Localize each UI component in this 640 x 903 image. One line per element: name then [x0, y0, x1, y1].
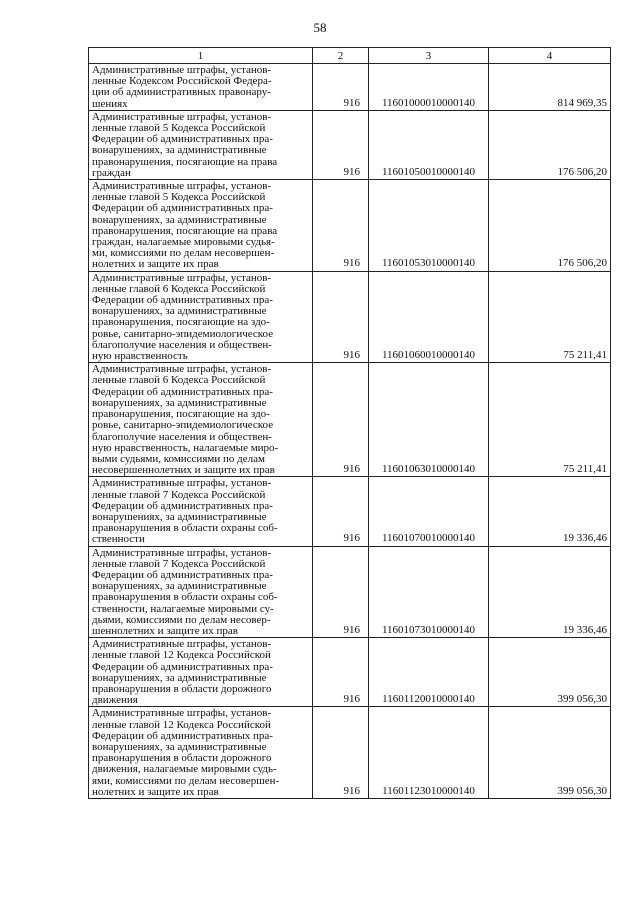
- description-line: Федерации об административных пра-: [92, 568, 273, 581]
- revenue-code: 11601120010000140: [369, 638, 489, 707]
- description-line: Административные штрафы, установ-: [92, 546, 272, 559]
- description-line: вонарушениях, за административные: [92, 305, 267, 318]
- description-line: Федерации об административных пра-: [92, 499, 273, 512]
- description-line: Административные штрафы, установ-: [92, 477, 272, 490]
- description-line: дьями, комиссиями по делам несовер-: [92, 613, 271, 626]
- description-line: ленные главой 7 Кодекса Российской: [92, 488, 266, 501]
- page-number: 58: [313, 20, 327, 35]
- description-line: Административные штрафы, установ-: [92, 110, 272, 123]
- description-line: Административные штрафы, установ-: [92, 180, 272, 193]
- description-line: благополучие населения и обществен-: [92, 338, 272, 351]
- amount-value: 176 506,20: [489, 180, 611, 272]
- description-line: Федерации об административных пра-: [92, 660, 273, 673]
- amount-value: 176 506,20: [489, 110, 611, 179]
- revenue-code: 11601063010000140: [369, 363, 489, 477]
- table-row: [89, 64, 611, 111]
- table-header-row: [89, 48, 611, 64]
- revenue-code: 11601070010000140: [369, 477, 489, 546]
- row-description: [89, 64, 313, 111]
- description-line: правонарушения в области дорожного: [92, 752, 272, 765]
- revenue-code: 11601000010000140: [369, 64, 489, 111]
- description-line: ную нравственность: [92, 350, 188, 363]
- description-line: Федерации об административных пра-: [92, 385, 273, 398]
- table-row: [89, 363, 611, 477]
- description-line: Федерации об административных пра-: [92, 202, 273, 215]
- chapter-code: 916: [313, 707, 369, 799]
- description-line: нолетних и защите их прав: [92, 785, 219, 798]
- chapter-code: 916: [313, 477, 369, 546]
- amount-value: 75 211,41: [489, 271, 611, 363]
- revenue-code: 11601050010000140: [369, 110, 489, 179]
- table-body: [89, 64, 611, 799]
- description-line: ную нравственность, налагаемые миро-: [92, 441, 279, 454]
- description-line: Административные штрафы, установ-: [92, 271, 272, 284]
- amount-value: 19 336,46: [489, 477, 611, 546]
- description-line: вонарушениях, за административные: [92, 213, 267, 226]
- table-row: [89, 110, 611, 179]
- description-line: ленные Кодексом Российской Федера-: [92, 75, 272, 88]
- description-line: правонарушения, посягающие на здо-: [92, 316, 270, 329]
- description-line: ственности, налагаемые мировыми су-: [92, 602, 274, 615]
- description-line: ленные главой 6 Кодекса Российской: [92, 374, 266, 387]
- description-line: правонарушения, посягающие на права: [92, 155, 278, 168]
- description-line: вонарушениях, за административные: [92, 510, 267, 523]
- description-line: Административные штрафы, установ-: [92, 64, 272, 76]
- table-row: [89, 180, 611, 272]
- column-header-2: 2: [313, 48, 369, 64]
- table-row: [89, 477, 611, 546]
- description-line: Административные штрафы, установ-: [92, 707, 272, 720]
- row-description: [89, 546, 313, 638]
- revenue-code: 11601073010000140: [369, 546, 489, 638]
- table-row: [89, 638, 611, 707]
- column-header-4: 4: [489, 48, 611, 64]
- row-description: [89, 180, 313, 272]
- row-description: [89, 707, 313, 799]
- table-row: [89, 546, 611, 638]
- description-line: вонарушениях, за административные: [92, 671, 267, 684]
- description-line: движения: [92, 694, 138, 707]
- chapter-code: 916: [313, 546, 369, 638]
- description-line: граждан: [92, 166, 131, 179]
- table-row: [89, 271, 611, 363]
- description-line: движения, налагаемые мировыми судь-: [92, 763, 277, 776]
- description-line: граждан, налагаемые мировыми судья-: [92, 236, 275, 249]
- description-line: ленные главой 5 Кодекса Российской: [92, 122, 266, 135]
- description-line: Административные штрафы, установ-: [92, 638, 272, 651]
- description-line: правонарушения, посягающие на здо-: [92, 408, 270, 421]
- amount-value: 399 056,30: [489, 638, 611, 707]
- description-line: Федерации об административных пра-: [92, 294, 273, 307]
- description-line: ленные главой 5 Кодекса Российской: [92, 191, 266, 204]
- description-line: Административные штрафы, установ-: [92, 363, 272, 376]
- description-line: правонарушения, посягающие на права: [92, 224, 278, 237]
- chapter-code: 916: [313, 110, 369, 179]
- description-line: ленные главой 12 Кодекса Российской: [92, 649, 271, 662]
- description-line: шениях: [92, 97, 128, 110]
- row-description: [89, 110, 313, 179]
- description-line: ровье, санитарно-эпидемиологическое: [92, 327, 274, 340]
- row-description: [89, 477, 313, 546]
- chapter-code: 916: [313, 271, 369, 363]
- description-line: вонарушениях, за административные: [92, 580, 267, 593]
- description-line: вонарушениях, за административные: [92, 740, 267, 753]
- row-description: [89, 363, 313, 477]
- description-line: несовершеннолетних и защите их прав: [92, 464, 275, 477]
- amount-value: 19 336,46: [489, 546, 611, 638]
- description-line: ленные главой 6 Кодекса Российской: [92, 282, 266, 295]
- budget-revenue-table: [88, 47, 611, 799]
- description-line: благополучие населения и обществен-: [92, 430, 272, 443]
- amount-value: 75 211,41: [489, 363, 611, 477]
- amount-value: 814 969,35: [489, 64, 611, 111]
- description-line: ями, комиссиями по делам несовершен-: [92, 774, 280, 787]
- description-line: Федерации об административных пра-: [92, 133, 273, 146]
- description-line: выми судьями, комиссиями по делам: [92, 452, 265, 465]
- description-line: Федерации об административных пра-: [92, 729, 273, 742]
- description-line: ми, комиссиями по делам несовершен-: [92, 247, 275, 260]
- revenue-code: 11601060010000140: [369, 271, 489, 363]
- description-line: ции об административных правонару-: [92, 86, 271, 99]
- revenue-code: 11601123010000140: [369, 707, 489, 799]
- description-line: шеннолетних и защите их прав: [92, 624, 238, 637]
- description-line: правонарушения в области дорожного: [92, 682, 272, 695]
- description-line: ленные главой 7 Кодекса Российской: [92, 557, 266, 570]
- chapter-code: 916: [313, 638, 369, 707]
- column-header-3: 3: [369, 48, 489, 64]
- chapter-code: 916: [313, 180, 369, 272]
- description-line: вонарушениях, за административные: [92, 396, 267, 409]
- chapter-code: 916: [313, 64, 369, 111]
- column-header-1: 1: [89, 48, 313, 64]
- revenue-code: 11601053010000140: [369, 180, 489, 272]
- description-line: вонарушениях, за административные: [92, 144, 267, 157]
- description-line: правонарушения в области охраны соб-: [92, 591, 278, 604]
- description-line: ленные главой 12 Кодекса Российской: [92, 718, 271, 731]
- description-line: ровье, санитарно-эпидемиологическое: [92, 419, 274, 432]
- row-description: [89, 271, 313, 363]
- chapter-code: 916: [313, 363, 369, 477]
- table-row: [89, 707, 611, 799]
- amount-value: 399 056,30: [489, 707, 611, 799]
- description-line: правонарушения в области охраны соб-: [92, 522, 278, 535]
- description-line: ственности: [92, 533, 145, 546]
- description-line: нолетних и защите их прав: [92, 258, 219, 271]
- row-description: [89, 638, 313, 707]
